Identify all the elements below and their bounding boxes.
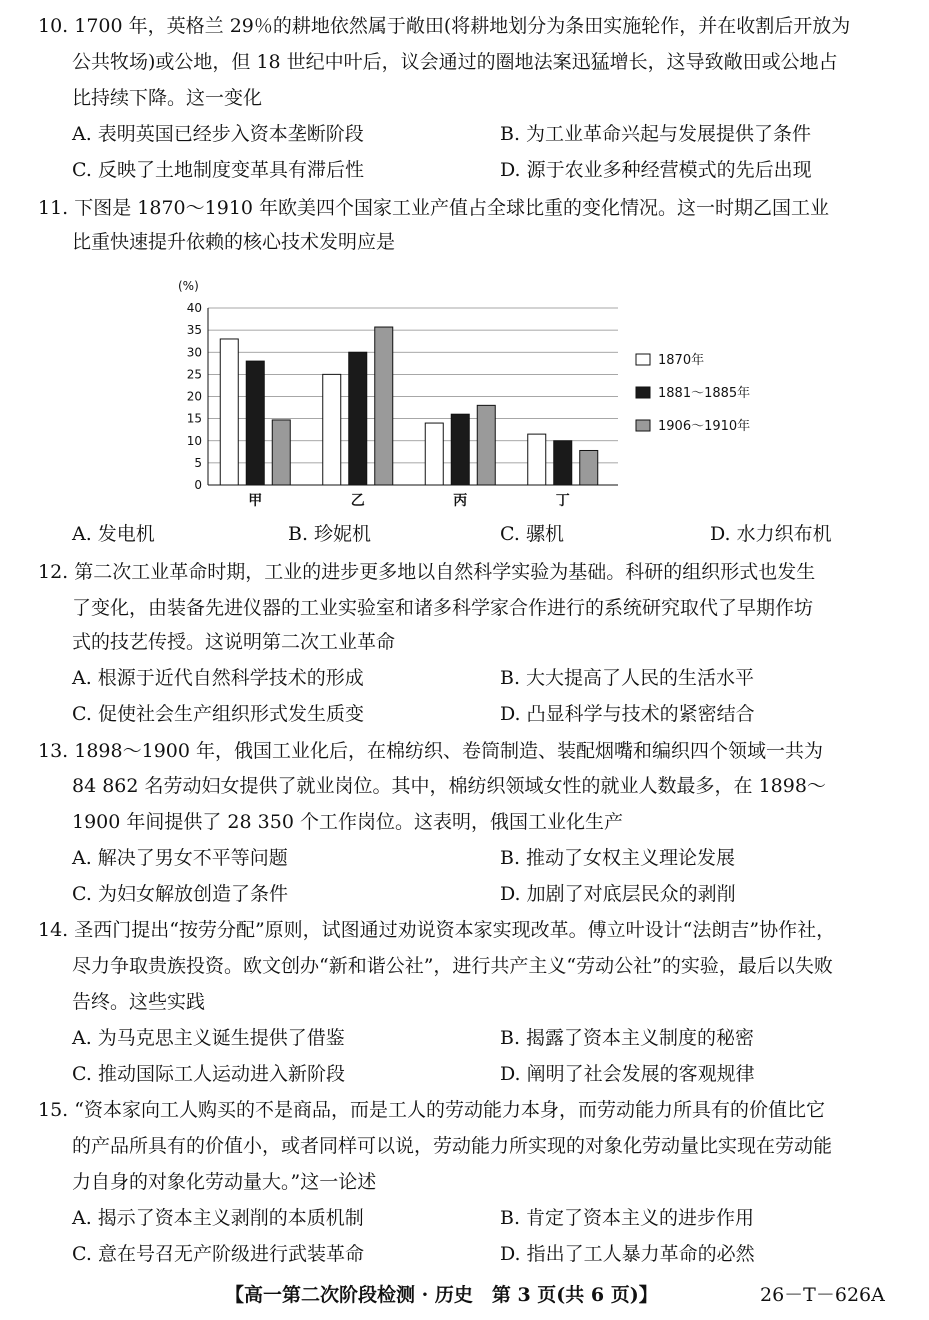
q10-option-c: C. 反映了土地制度变革具有滞后性 (72, 159, 364, 181)
q14-stem-line-2: 尽力争取贵族投资。欧文创办“新和谐公社”，进行共产主义“劳动公社”的实验，最后以失败 (72, 955, 833, 977)
q15-stem-line-1: 15. “资本家向工人购买的不是商品，而是工人的劳动能力本身，而劳动能力所具有的价值比它 (38, 1099, 825, 1121)
q11-option-d: D. 水力织布机 (710, 523, 832, 545)
q13-option-a: A. 解决了男女不平等问题 (72, 847, 288, 869)
q12-option-b: B. 大大提高了人民的生活水平 (500, 667, 755, 689)
bar-1-1 (220, 339, 238, 485)
legend-label: 1906～1910年 (658, 419, 751, 434)
q13-option-b: B. 推动了女权主义理论发展 (500, 847, 736, 869)
footer-title: 【高一第二次阶段检测 · 历史 第 3 页(共 6 页)】 (225, 1284, 658, 1306)
bar-2-1 (246, 361, 264, 485)
q13-option-c: C. 为妇女解放创造了条件 (72, 883, 288, 905)
q10-option-b: B. 为工业革命兴起与发展提供了条件 (500, 123, 812, 145)
q13-stem-line-3: 1900 年间提供了 28 350 个工作岗位。这表明，俄国工业化生产 (72, 811, 623, 833)
bar-3-2 (375, 327, 393, 485)
x-category-label: 乙 (350, 493, 365, 509)
q14-option-a: A. 为马克思主义诞生提供了借鉴 (72, 1027, 345, 1049)
q13-option-d: D. 加剧了对底层民众的剥削 (500, 883, 736, 905)
y-tick-label: 0 (194, 478, 202, 492)
q11-option-b: B. 珍妮机 (288, 523, 372, 545)
q11-stem-line-1: 11. 下图是 1870～1910 年欧美四个国家工业产值占全球比重的变化情况。这一时期乙国工业 (38, 197, 830, 219)
q15-option-a: A. 揭示了资本主义剥削的本质机制 (72, 1207, 364, 1229)
q12-option-d: D. 凸显科学与技术的紧密结合 (500, 703, 755, 725)
bar-3-4 (580, 450, 598, 485)
q14-option-b: B. 揭露了资本主义制度的秘密 (500, 1027, 755, 1049)
legend-label: 1870年 (658, 353, 705, 368)
legend-label: 1881～1885年 (658, 386, 751, 401)
bar-3-3 (477, 405, 495, 485)
y-tick-label: 25 (186, 367, 202, 382)
y-tick-label: 20 (186, 389, 202, 404)
q15-stem-line-2: 的产品所具有的价值小，或者同样可以说，劳动能力所实现的对象化劳动量比实现在劳动能 (72, 1135, 833, 1157)
bar-chart (168, 272, 758, 522)
q15-option-c: C. 意在号召无产阶级进行武装革命 (72, 1243, 364, 1265)
y-tick-label: 5 (194, 455, 202, 470)
q12-option-a: A. 根源于近代自然科学技术的形成 (72, 667, 364, 689)
q14-stem-line-1: 14. 圣西门提出“按劳分配”原则，试图通过劝说资本家实现改革。傅立叶设计“法朗吉”协作社， (38, 919, 836, 941)
legend-swatch (636, 420, 650, 431)
x-category-label: 丁 (555, 493, 570, 509)
x-category-label: 甲 (248, 493, 263, 509)
y-tick-label: 40 (186, 301, 202, 315)
y-tick-label: 30 (186, 345, 202, 360)
q15-stem-line-3: 力自身的对象化劳动量大。”这一论述 (72, 1171, 377, 1193)
q12-stem-line-2: 了变化，由装备先进仪器的工业实验室和诸多科学家合作进行的系统研究取代了早期作坊 (72, 597, 814, 619)
q10-stem-line-3: 比持续下降。这一变化 (72, 87, 263, 109)
legend-swatch (636, 354, 650, 365)
q11-option-c: C. 骡机 (500, 523, 564, 545)
bar-1-2 (323, 374, 341, 485)
q13-stem-line-2: 84 862 名劳动妇女提供了就业岗位。其中，棉纺织领域女性的就业人数最多，在 1898～ (72, 775, 826, 797)
bar-2-3 (451, 414, 469, 485)
q10-option-a: A. 表明英国已经步入资本垄断阶段 (72, 123, 364, 145)
bar-2-4 (554, 441, 572, 485)
q12-stem-line-1: 12. 第二次工业革命时期，工业的进步更多地以自然科学实验为基础。科研的组织形式也发生 (38, 561, 816, 583)
q10-option-d: D. 源于农业多种经营模式的先后出现 (500, 159, 812, 181)
y-tick-label: 35 (186, 323, 202, 338)
q12-option-c: C. 促使社会生产组织形式发生质变 (72, 703, 364, 725)
bar-3-1 (272, 420, 290, 485)
q14-option-d: D. 阐明了社会发展的客观规律 (500, 1063, 755, 1085)
x-category-label: 丙 (453, 493, 468, 509)
q14-stem-line-3: 告终。这些实践 (72, 991, 206, 1013)
q15-option-b: B. 肯定了资本主义的进步作用 (500, 1207, 755, 1229)
q10-stem-line-2: 公共牧场)或公地，但 18 世纪中叶后，议会通过的圈地法案迅猛增长，这导致敞田或公地占 (72, 51, 838, 73)
q13-stem-line-1: 13. 1898～1900 年，俄国工业化后，在棉纺织、卷筒制造、装配烟嘴和编织四个领域一共为 (38, 740, 824, 762)
q12-stem-line-3: 式的技艺传授。这说明第二次工业革命 (72, 631, 396, 653)
legend-swatch (636, 387, 650, 398)
bar-1-3 (425, 423, 443, 485)
footer-code: 26－T－626A (760, 1284, 885, 1306)
q15-option-d: D. 指出了工人暴力革命的必然 (500, 1243, 755, 1265)
q14-option-c: C. 推动国际工人运动进入新阶段 (72, 1063, 345, 1085)
q10-stem-line-1: 10. 1700 年，英格兰 29％的耕地依然属于敞田(将耕地划分为条田实施轮作，并在收割后开放为 (38, 15, 851, 37)
bar-2-2 (349, 352, 367, 485)
q11-option-a: A. 发电机 (72, 523, 155, 545)
bar-1-4 (528, 434, 546, 485)
q11-stem-line-2: 比重快速提升依赖的核心技术发明应是 (72, 231, 396, 253)
y-tick-label: 15 (186, 411, 202, 426)
y-axis-unit-label: (%) (178, 279, 199, 293)
y-tick-label: 10 (186, 433, 202, 448)
